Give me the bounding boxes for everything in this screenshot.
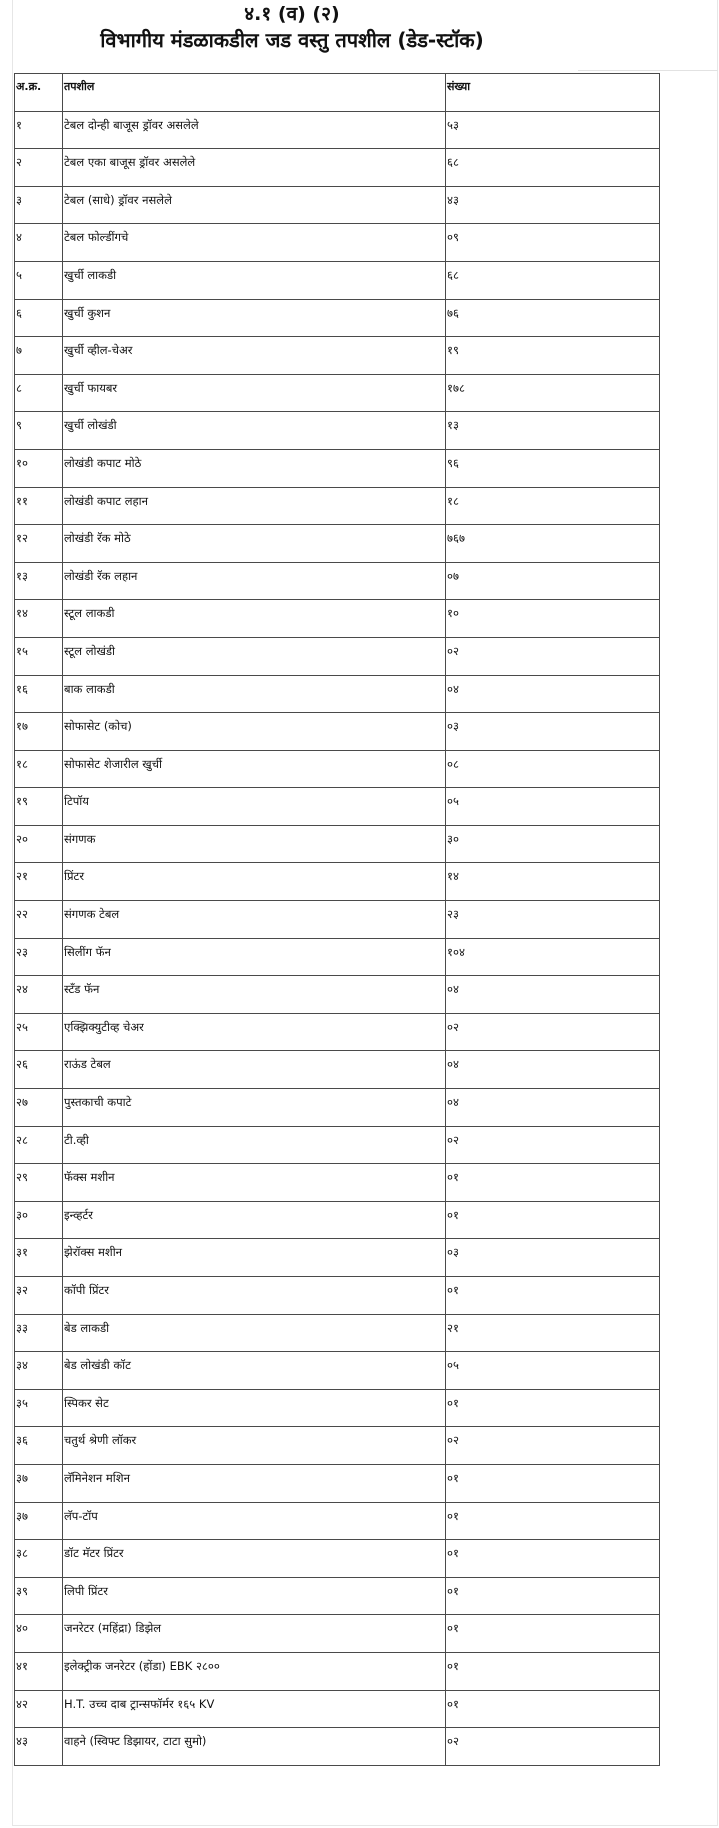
table-row (15, 713, 660, 751)
cell-serial-no: १४ (15, 600, 63, 638)
table-row (15, 412, 660, 450)
dead-stock-table (14, 73, 660, 1766)
table-row (15, 224, 660, 262)
table-row (15, 1577, 660, 1615)
cell-serial-no: २९ (15, 1164, 63, 1202)
table-row (15, 1314, 660, 1352)
cell-description: सोफासेट शेजारील खुर्ची (63, 750, 446, 788)
cell-serial-no: ४ (15, 224, 63, 262)
table-row (15, 1690, 660, 1728)
cell-serial-no: ६ (15, 299, 63, 337)
table-header-row (15, 74, 660, 112)
cell-quantity: ०१ (446, 1502, 660, 1540)
cell-quantity: ०१ (446, 1164, 660, 1202)
cell-description: टेबल (साधे) ड्रॉवर नसलेले (63, 186, 446, 224)
table-row (15, 337, 660, 375)
cell-quantity: ७६ (446, 299, 660, 337)
cell-serial-no: १२ (15, 525, 63, 563)
cell-quantity: ०४ (446, 1051, 660, 1089)
cell-serial-no: २५ (15, 1013, 63, 1051)
cell-quantity: १७८ (446, 374, 660, 412)
cell-serial-no: २ (15, 149, 63, 187)
cell-serial-no: २३ (15, 938, 63, 976)
cell-quantity: ६८ (446, 261, 660, 299)
table-row (15, 1352, 660, 1390)
cell-quantity: ०१ (446, 1277, 660, 1315)
cell-quantity: ६८ (446, 149, 660, 187)
cell-description: इलेक्ट्रीक जनरेटर (होंडा) EBK २८०० (63, 1652, 446, 1690)
table-row (15, 600, 660, 638)
cell-serial-no: १ (15, 111, 63, 149)
cell-serial-no: १७ (15, 713, 63, 751)
cell-quantity: ०४ (446, 675, 660, 713)
table-row (15, 562, 660, 600)
table-row (15, 637, 660, 675)
cell-serial-no: २१ (15, 863, 63, 901)
cell-quantity: ७६७ (446, 525, 660, 563)
cell-description: H.T. उच्च दाब ट्रान्सफॉर्मर १६५ KV (63, 1690, 446, 1728)
cell-serial-no: १३ (15, 562, 63, 600)
cell-quantity: ०२ (446, 1013, 660, 1051)
cell-description: प्रिंटर (63, 863, 446, 901)
cell-description: बेड लोखंडी कॉट (63, 1352, 446, 1390)
cell-serial-no: ८ (15, 374, 63, 412)
cell-description: लोखंडी कपाट मोठे (63, 449, 446, 487)
section-number: ४.१ (व) (२) (244, 3, 340, 25)
cell-quantity: १४ (446, 863, 660, 901)
cell-description: लोखंडी रॅक लहान (63, 562, 446, 600)
cell-serial-no: ३१ (15, 1239, 63, 1277)
table-row (15, 1427, 660, 1465)
cell-quantity: ०२ (446, 637, 660, 675)
table-row (15, 299, 660, 337)
cell-serial-no: ३३ (15, 1314, 63, 1352)
cell-description: पुस्तकाची कपाटे (63, 1089, 446, 1127)
table-row (15, 1051, 660, 1089)
cell-description: राऊंड टेबल (63, 1051, 446, 1089)
cell-quantity: २३ (446, 901, 660, 939)
cell-quantity: ०१ (446, 1464, 660, 1502)
cell-quantity: ०५ (446, 1352, 660, 1390)
cell-serial-no: १८ (15, 750, 63, 788)
cell-quantity: ०१ (446, 1201, 660, 1239)
cell-quantity: ०२ (446, 1126, 660, 1164)
cell-quantity: ०१ (446, 1389, 660, 1427)
cell-description: लिपी प्रिंटर (63, 1577, 446, 1615)
table-row (15, 938, 660, 976)
cell-description: लॅमिनेशन मशिन (63, 1464, 446, 1502)
header-quantity: संख्या (446, 74, 660, 112)
cell-serial-no: ३० (15, 1201, 63, 1239)
table-row (15, 261, 660, 299)
cell-description: खुर्ची फायबर (63, 374, 446, 412)
cell-serial-no: ५ (15, 261, 63, 299)
cell-quantity: ०१ (446, 1577, 660, 1615)
cell-description: जनरेटर (महिंद्रा) डिझेल (63, 1615, 446, 1653)
page-title: विभागीय मंडळाकडील जड वस्तु तपशील (डेड-स्टॉक) (100, 28, 484, 52)
cell-serial-no: १६ (15, 675, 63, 713)
table-row (15, 1013, 660, 1051)
cell-description: खुर्ची व्हील-चेअर (63, 337, 446, 375)
cell-serial-no: ७ (15, 337, 63, 375)
cell-description: फॅक्स मशीन (63, 1164, 446, 1202)
cell-description: टेबल फोल्डींगचे (63, 224, 446, 262)
cell-quantity: ०२ (446, 1427, 660, 1465)
cell-serial-no: ३५ (15, 1389, 63, 1427)
cell-quantity: ५३ (446, 111, 660, 149)
cell-quantity: १९ (446, 337, 660, 375)
cell-description: खुर्ची लोखंडी (63, 412, 446, 450)
table-row (15, 1540, 660, 1578)
cell-quantity: ०८ (446, 750, 660, 788)
cell-serial-no: ३८ (15, 1540, 63, 1578)
cell-serial-no: १० (15, 449, 63, 487)
cell-description: चतुर्थ श्रेणी लॉकर (63, 1427, 446, 1465)
cell-quantity: ०७ (446, 562, 660, 600)
table-row (15, 186, 660, 224)
cell-serial-no: २८ (15, 1126, 63, 1164)
cell-quantity: ०४ (446, 1089, 660, 1127)
table-row (15, 1239, 660, 1277)
cell-description: इन्व्हर्टर (63, 1201, 446, 1239)
cell-quantity: १८ (446, 487, 660, 525)
cell-description: संगणक टेबल (63, 901, 446, 939)
cell-serial-no: ३७ (15, 1502, 63, 1540)
table-row (15, 825, 660, 863)
cell-description: स्टूल लोखंडी (63, 637, 446, 675)
cell-description: लोखंडी रॅक मोठे (63, 525, 446, 563)
cell-quantity: ०१ (446, 1690, 660, 1728)
table-row (15, 487, 660, 525)
cell-description: टी.व्ही (63, 1126, 446, 1164)
document-heading (12, 2, 572, 54)
table-row (15, 1615, 660, 1653)
cell-serial-no: ४२ (15, 1690, 63, 1728)
header-serial-no: अ.क्र. (15, 74, 63, 112)
cell-quantity: ०३ (446, 713, 660, 751)
table-row (15, 788, 660, 826)
table-row (15, 111, 660, 149)
table-row (15, 149, 660, 187)
cell-quantity: ०२ (446, 1728, 660, 1766)
table-row (15, 374, 660, 412)
table-row (15, 1389, 660, 1427)
cell-quantity: ०९ (446, 224, 660, 262)
cell-quantity: ९६ (446, 449, 660, 487)
cell-serial-no: २६ (15, 1051, 63, 1089)
cell-serial-no: ३९ (15, 1577, 63, 1615)
cell-description: टिपॉय (63, 788, 446, 826)
cell-description: बाक लाकडी (63, 675, 446, 713)
table-row (15, 750, 660, 788)
cell-description: स्टूल लाकडी (63, 600, 446, 638)
cell-description: खुर्ची कुशन (63, 299, 446, 337)
table-row (15, 1728, 660, 1766)
cell-serial-no: २२ (15, 901, 63, 939)
cell-quantity: २१ (446, 1314, 660, 1352)
cell-serial-no: ४० (15, 1615, 63, 1653)
cell-description: एक्झिक्युटीव्ह चेअर (63, 1013, 446, 1051)
table-row (15, 901, 660, 939)
cell-description: सोफासेट (कोच) (63, 713, 446, 751)
cell-description: लोखंडी कपाट लहान (63, 487, 446, 525)
cell-description: वाहने (स्विफ्ट डिझायर, टाटा सुमो) (63, 1728, 446, 1766)
cell-quantity: १०४ (446, 938, 660, 976)
cell-quantity: ०४ (446, 976, 660, 1014)
cell-serial-no: ११ (15, 487, 63, 525)
cell-serial-no: ३६ (15, 1427, 63, 1465)
cell-quantity: ३० (446, 825, 660, 863)
cell-description: बेड लाकडी (63, 1314, 446, 1352)
table-row (15, 1502, 660, 1540)
table-row (15, 449, 660, 487)
cell-description: लॅप-टॉप (63, 1502, 446, 1540)
table-row (15, 525, 660, 563)
table-row (15, 1464, 660, 1502)
header-divider (578, 70, 718, 71)
cell-description: टेबल दोन्ही बाजूस ड्रॉवर असलेले (63, 111, 446, 149)
cell-description: खुर्ची लाकडी (63, 261, 446, 299)
cell-serial-no: ३ (15, 186, 63, 224)
cell-description: कॉपी प्रिंटर (63, 1277, 446, 1315)
cell-quantity: ०१ (446, 1540, 660, 1578)
table-row (15, 1126, 660, 1164)
cell-serial-no: ९ (15, 412, 63, 450)
cell-description: स्पिकर सेट (63, 1389, 446, 1427)
cell-quantity: ०५ (446, 788, 660, 826)
cell-quantity: ०१ (446, 1652, 660, 1690)
cell-serial-no: ४३ (15, 1728, 63, 1766)
cell-quantity: ०३ (446, 1239, 660, 1277)
cell-quantity: ०१ (446, 1615, 660, 1653)
table-row (15, 675, 660, 713)
table-row (15, 1201, 660, 1239)
cell-serial-no: २४ (15, 976, 63, 1014)
table-body (15, 111, 660, 1765)
cell-serial-no: ४१ (15, 1652, 63, 1690)
cell-description: स्टॅंड फॅन (63, 976, 446, 1014)
table-row (15, 1089, 660, 1127)
cell-description: डॉट मॅटर प्रिंटर (63, 1540, 446, 1578)
cell-description: टेबल एका बाजूस ड्रॉवर असलेले (63, 149, 446, 187)
table-row (15, 1164, 660, 1202)
cell-serial-no: १९ (15, 788, 63, 826)
cell-description: झेरॉक्स मशीन (63, 1239, 446, 1277)
table-row (15, 1277, 660, 1315)
cell-serial-no: ३२ (15, 1277, 63, 1315)
table-row (15, 1652, 660, 1690)
cell-serial-no: ३४ (15, 1352, 63, 1390)
header-description: तपशील (63, 74, 446, 112)
cell-serial-no: २० (15, 825, 63, 863)
cell-serial-no: २७ (15, 1089, 63, 1127)
cell-serial-no: ३७ (15, 1464, 63, 1502)
cell-quantity: १० (446, 600, 660, 638)
table-row (15, 976, 660, 1014)
cell-serial-no: १५ (15, 637, 63, 675)
cell-quantity: ४३ (446, 186, 660, 224)
cell-quantity: १३ (446, 412, 660, 450)
table-row (15, 863, 660, 901)
cell-description: सिलींग फॅन (63, 938, 446, 976)
cell-description: संगणक (63, 825, 446, 863)
